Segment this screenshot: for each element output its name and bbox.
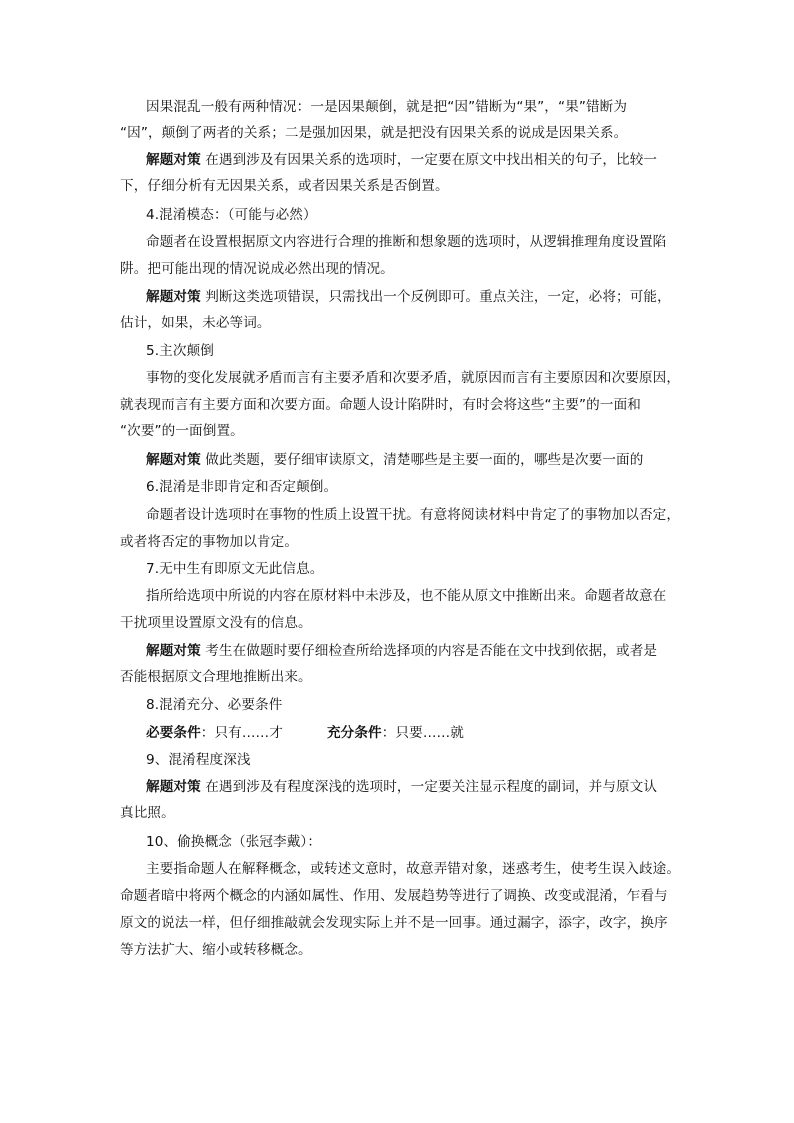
strategy-line: 解题对策 做此类题，要仔细审读原文，清楚哪些是主要一面的，哪些是次要一面的 <box>146 452 644 468</box>
conditions-line: 必要条件：只有……才 充分条件：只要……就 <box>146 725 464 741</box>
paragraph-line: 或者将否定的事物加以肯定。 <box>120 534 299 550</box>
section-heading: 8.混淆充分、必要条件 <box>146 697 283 713</box>
paragraph-line: 事物的变化发展就矛盾而言有主要矛盾和次要矛盾，就原因而言有主要原因和次要原因， <box>146 370 681 386</box>
paragraph-line: “因”，颠倒了两者的关系；二是强加因果，就是把没有因果关系的说成是因果关系。 <box>120 125 628 141</box>
section-heading: 5.主次颠倒 <box>146 343 214 359</box>
section-heading: 10、偷换概念（张冠李戴）： <box>146 834 322 850</box>
paragraph-line: 下，仔细分析有无因果关系，或者因果关系是否倒置。 <box>120 178 449 194</box>
strategy-line: 解题对策 在遇到涉及有因果关系的选项时，一定要在原文中找出相关的句子，比较一 <box>146 152 658 168</box>
paragraph-line: 命题者设计选项时在事物的性质上设置干扰。有意将阅读材料中肯定了的事物加以否定， <box>146 507 681 523</box>
necessary-condition-label: 必要条件 <box>146 725 201 741</box>
paragraph-line: 真比照。 <box>120 805 175 821</box>
paragraph-line: 原文的说法一样，但仔细推敲就会发现实际上并不是一回事。通过漏字，添字，改字，换序 <box>120 915 668 931</box>
strategy-label: 解题对策 <box>146 779 201 795</box>
section-heading: 9、混淆程度深浅 <box>146 752 251 768</box>
paragraph-line: 命题者暗中将两个概念的内涵如属性、作用、发展趋势等进行了调换、改变或混淆，乍看与 <box>120 888 668 904</box>
paragraph-line: 否能根据原文合理地推断出来。 <box>120 669 312 685</box>
sufficient-condition-label: 充分条件 <box>326 725 382 741</box>
paragraph-line: 主要指命题人在解释概念，或转述文意时，故意弄错对象，迷惑考生，使考生误入歧途。 <box>146 861 681 877</box>
paragraph-line: 就表现而言有主要方面和次要方面。命题人设计陷阱时，有时会将这些“主要”的一面和 <box>120 397 641 413</box>
section-heading: 4.混淆模态：（可能与必然） <box>146 207 317 223</box>
paragraph-line: 命题者在设置根据原文内容进行合理的推断和想象题的选项时，从逻辑推理角度设置陷 <box>146 234 667 250</box>
paragraph-line: 指所给选项中所说的内容在原材料中未涉及，也不能从原文中推断出来。命题者故意在 <box>146 588 667 604</box>
paragraph-line: 阱。把可能出现的情况说成必然出现的情况。 <box>120 261 394 277</box>
strategy-label: 解题对策 <box>146 643 201 659</box>
section-heading: 6.混淆是非即肯定和否定颠倒。 <box>146 479 338 495</box>
strategy-line: 解题对策 考生在做题时要仔细检查所给选择项的内容是否能在文中找到依据，或者是 <box>146 643 658 659</box>
paragraph-line: “次要”的一面倒置。 <box>120 423 244 439</box>
paragraph-line: 估计，如果，未必等词。 <box>120 315 271 331</box>
paragraph-line: 等方法扩大、缩小或转移概念。 <box>120 942 312 958</box>
strategy-line: 解题对策 在遇到涉及有程度深浅的选项时，一定要关注显示程度的副词，并与原文认 <box>146 779 658 795</box>
section-heading: 7.无中生有即原文无此信息。 <box>146 561 324 577</box>
paragraph-line: 因果混乱一般有两种情况：一是因果颠倒，就是把“因”错断为“果”，“果”错断为 <box>146 99 628 115</box>
paragraph-line: 干扰项里设置原文没有的信息。 <box>120 615 312 631</box>
strategy-label: 解题对策 <box>146 152 201 168</box>
strategy-label: 解题对策 <box>146 289 201 305</box>
strategy-label: 解题对策 <box>146 452 201 468</box>
strategy-line: 解题对策 判断这类选项错误，只需找出一个反例即可。重点关注，一定，必将；可能， <box>146 289 671 305</box>
